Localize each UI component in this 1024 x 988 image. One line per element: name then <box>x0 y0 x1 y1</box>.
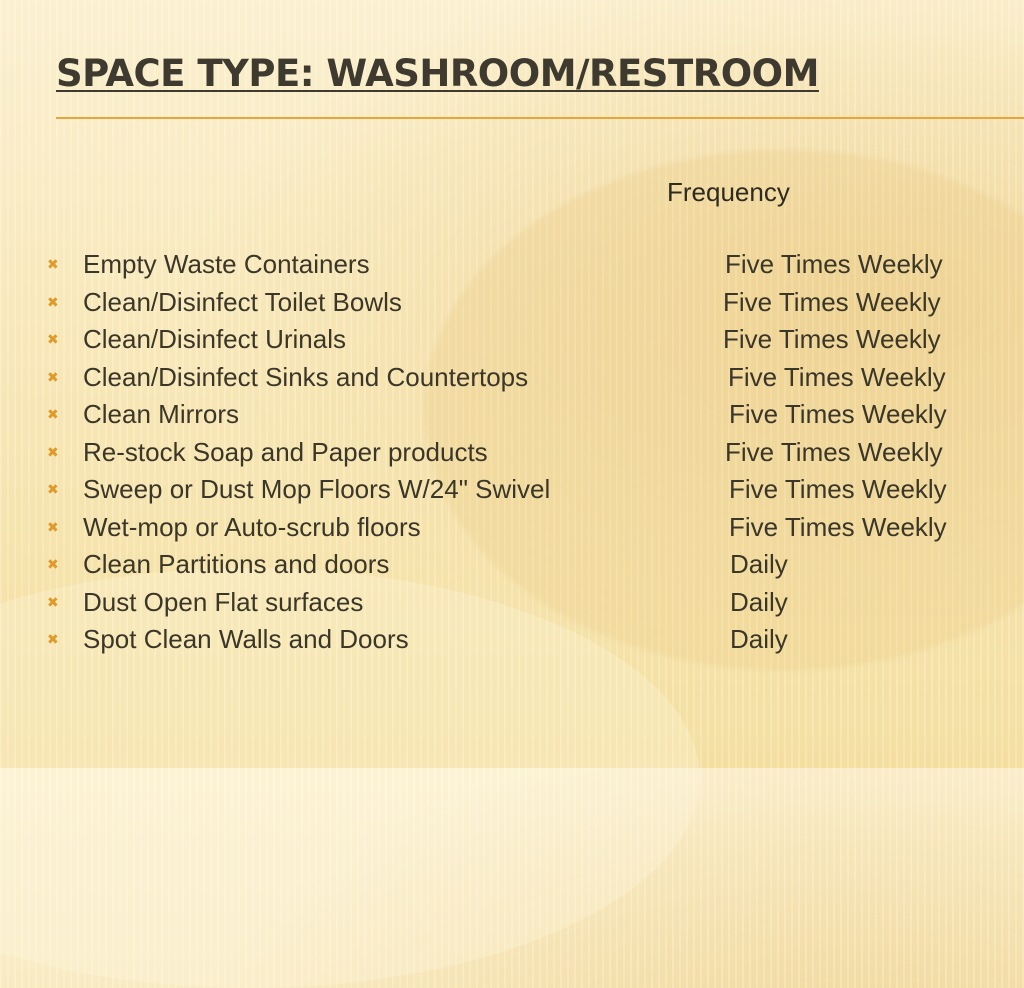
x-mark-icon: ✖ <box>47 294 59 311</box>
task-label: Wet-mop or Auto-scrub floors <box>83 511 421 542</box>
task-label: Clean/Disinfect Toilet Bowls <box>83 286 402 317</box>
task-list <box>0 249 1024 662</box>
list-item <box>0 624 1024 662</box>
task-frequency: Daily <box>730 624 788 654</box>
task-label: Dust Open Flat surfaces <box>83 586 364 617</box>
list-item <box>0 512 1024 550</box>
task-frequency: Five Times Weekly <box>725 436 943 467</box>
task-label: Clean Partitions and doors <box>83 549 390 579</box>
list-item <box>0 399 1024 437</box>
x-mark-icon: ✖ <box>47 407 59 423</box>
task-frequency: Five Times Weekly <box>729 399 947 429</box>
task-frequency: Five Times Weekly <box>723 324 941 354</box>
list-item <box>0 437 1024 475</box>
list-item <box>0 549 1024 587</box>
x-mark-icon: ✖ <box>47 257 59 273</box>
task-frequency: Daily <box>730 586 788 617</box>
list-item <box>0 474 1024 512</box>
task-frequency: Five Times Weekly <box>723 286 941 317</box>
list-item <box>0 362 1024 400</box>
title-divider <box>56 117 1024 119</box>
slide-title: SPACE TYPE: WASHROOM/RESTROOM <box>56 52 819 95</box>
list-item <box>0 324 1024 362</box>
x-mark-icon: ✖ <box>47 594 59 611</box>
list-item <box>0 287 1024 325</box>
task-frequency: Five Times Weekly <box>728 361 946 392</box>
task-label: Spot Clean Walls and Doors <box>83 624 409 654</box>
task-label: Clean Mirrors <box>83 399 240 429</box>
frequency-column-header: Frequency <box>667 177 790 207</box>
list-item <box>0 249 1024 287</box>
task-label: Clean/Disinfect Urinals <box>83 324 346 354</box>
task-label: Empty Waste Containers <box>83 249 370 279</box>
x-mark-icon: ✖ <box>47 632 59 648</box>
x-mark-icon: ✖ <box>47 332 59 348</box>
task-frequency: Five Times Weekly <box>729 511 947 542</box>
x-mark-icon: ✖ <box>47 557 59 573</box>
x-mark-icon: ✖ <box>47 444 59 461</box>
x-mark-icon: ✖ <box>47 369 59 386</box>
x-mark-icon: ✖ <box>47 519 59 536</box>
task-label: Clean/Disinfect Sinks and Countertops <box>83 361 529 392</box>
task-frequency: Five Times Weekly <box>729 474 947 504</box>
task-frequency: Daily <box>730 549 788 579</box>
task-frequency: Five Times Weekly <box>725 249 943 279</box>
x-mark-icon: ✖ <box>47 482 59 498</box>
task-label: Sweep or Dust Mop Floors W/24" Swivel <box>83 474 551 504</box>
task-label: Re-stock Soap and Paper products <box>83 436 488 467</box>
list-item <box>0 587 1024 625</box>
